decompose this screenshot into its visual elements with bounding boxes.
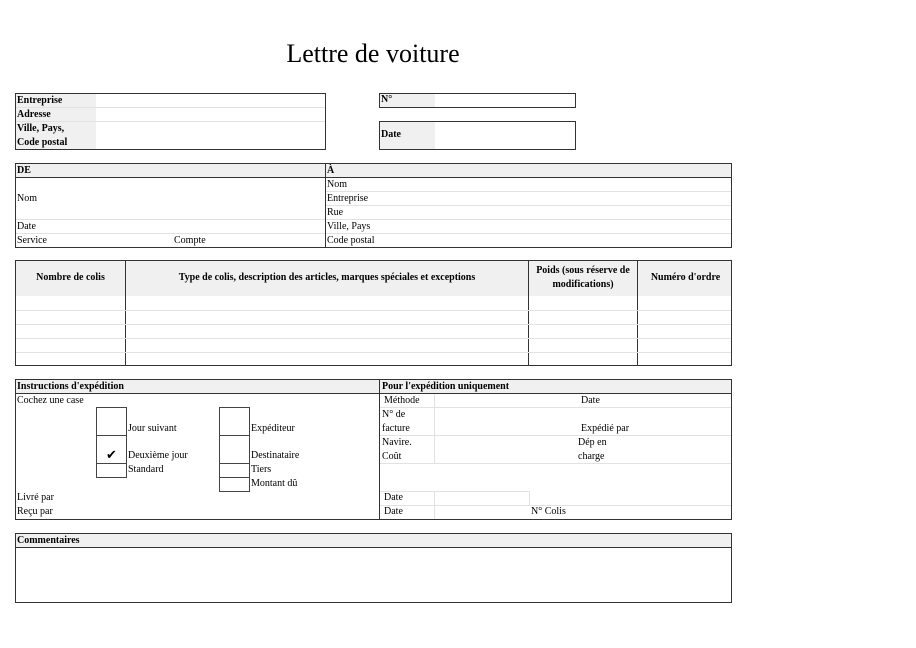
checkbox-amount-due[interactable]: [219, 477, 250, 492]
number-field[interactable]: [436, 94, 575, 107]
to-header: À: [327, 165, 335, 176]
checkbox-third-party[interactable]: [219, 463, 250, 478]
invoice-label-2: facture: [382, 423, 410, 434]
sender-box: [15, 93, 326, 150]
address-label: Adresse: [17, 109, 51, 120]
invoice-label-1: N° de: [382, 409, 406, 420]
company-field[interactable]: [97, 94, 325, 107]
comments-box: [15, 533, 732, 603]
shipped-by-label: Expédié par: [581, 423, 630, 434]
from-to-box: [15, 163, 732, 248]
option-standard: Standard: [128, 464, 164, 475]
from-service-label: Service: [17, 235, 47, 246]
from-account-label: Compte: [174, 235, 206, 246]
received-by-label: Reçu par: [17, 506, 53, 517]
postal-label: Code postal: [17, 137, 68, 148]
method-label: Méthode: [384, 395, 420, 406]
items-table: [15, 260, 732, 366]
comments-field[interactable]: [16, 548, 731, 602]
instructions-header: Instructions d'expédition: [17, 381, 124, 392]
date-box: [379, 121, 576, 150]
company-label: Entreprise: [17, 95, 63, 106]
charge-label-2: charge: [578, 451, 605, 462]
option-amount-due: Montant dû: [251, 478, 298, 489]
from-name-label: Nom: [17, 193, 37, 204]
checkbox-next-day[interactable]: [96, 407, 127, 436]
to-name-label: Nom: [327, 179, 347, 190]
to-street-label: Rue: [327, 207, 344, 218]
col-count: Nombre de colis: [36, 272, 105, 283]
checkbox-recipient[interactable]: [219, 435, 250, 464]
ship-date-label: Date: [581, 395, 600, 406]
delivery-date-label: Date: [384, 492, 403, 503]
number-box: [379, 93, 576, 108]
parcel-number-label: N° Colis: [531, 506, 566, 517]
to-company-label: Entreprise: [327, 193, 369, 204]
from-date-label: Date: [17, 221, 36, 232]
instructions-box: [15, 379, 732, 520]
address-field[interactable]: [97, 108, 325, 121]
option-third-party: Tiers: [251, 464, 272, 475]
check-mark-icon: ✔: [106, 447, 117, 462]
col-description: Type de colis, description des articles, marques spéciales et exceptions: [178, 272, 476, 283]
number-label: N°: [381, 94, 393, 105]
checkbox-second-day[interactable]: [96, 435, 127, 464]
shipping-only-header: Pour l'expédition uniquement: [382, 381, 510, 392]
charge-label-1: Dép en: [578, 437, 607, 448]
date-label: Date: [381, 129, 401, 140]
from-header: DE: [17, 165, 31, 176]
option-next-day: Jour suivant: [128, 423, 177, 434]
ship-cost-label-2: Coût: [382, 451, 402, 462]
page-title: Lettre de voiture: [286, 39, 460, 68]
to-postal-label: Code postal: [327, 235, 375, 246]
to-city-label: Ville, Pays: [327, 221, 371, 232]
delivered-by-label: Livré par: [17, 492, 54, 503]
check-one-label: Cochez une case: [17, 395, 84, 406]
col-weight: Poids (sous réserve de modifications): [536, 265, 630, 290]
receipt-date-label: Date: [384, 506, 403, 517]
ship-cost-label-1: Navire.: [382, 437, 412, 448]
comments-header: Commentaires: [17, 535, 80, 546]
date-field[interactable]: [436, 122, 575, 149]
checkbox-standard[interactable]: [96, 463, 127, 478]
city-label: Ville, Pays,: [17, 123, 65, 134]
col-order-number: Numéro d'ordre: [650, 272, 721, 283]
option-second-day: Deuxième jour: [128, 450, 188, 461]
option-sender: Expéditeur: [251, 423, 295, 434]
checkbox-sender[interactable]: [219, 407, 250, 436]
city-field[interactable]: [97, 122, 325, 149]
option-recipient: Destinataire: [251, 450, 300, 461]
